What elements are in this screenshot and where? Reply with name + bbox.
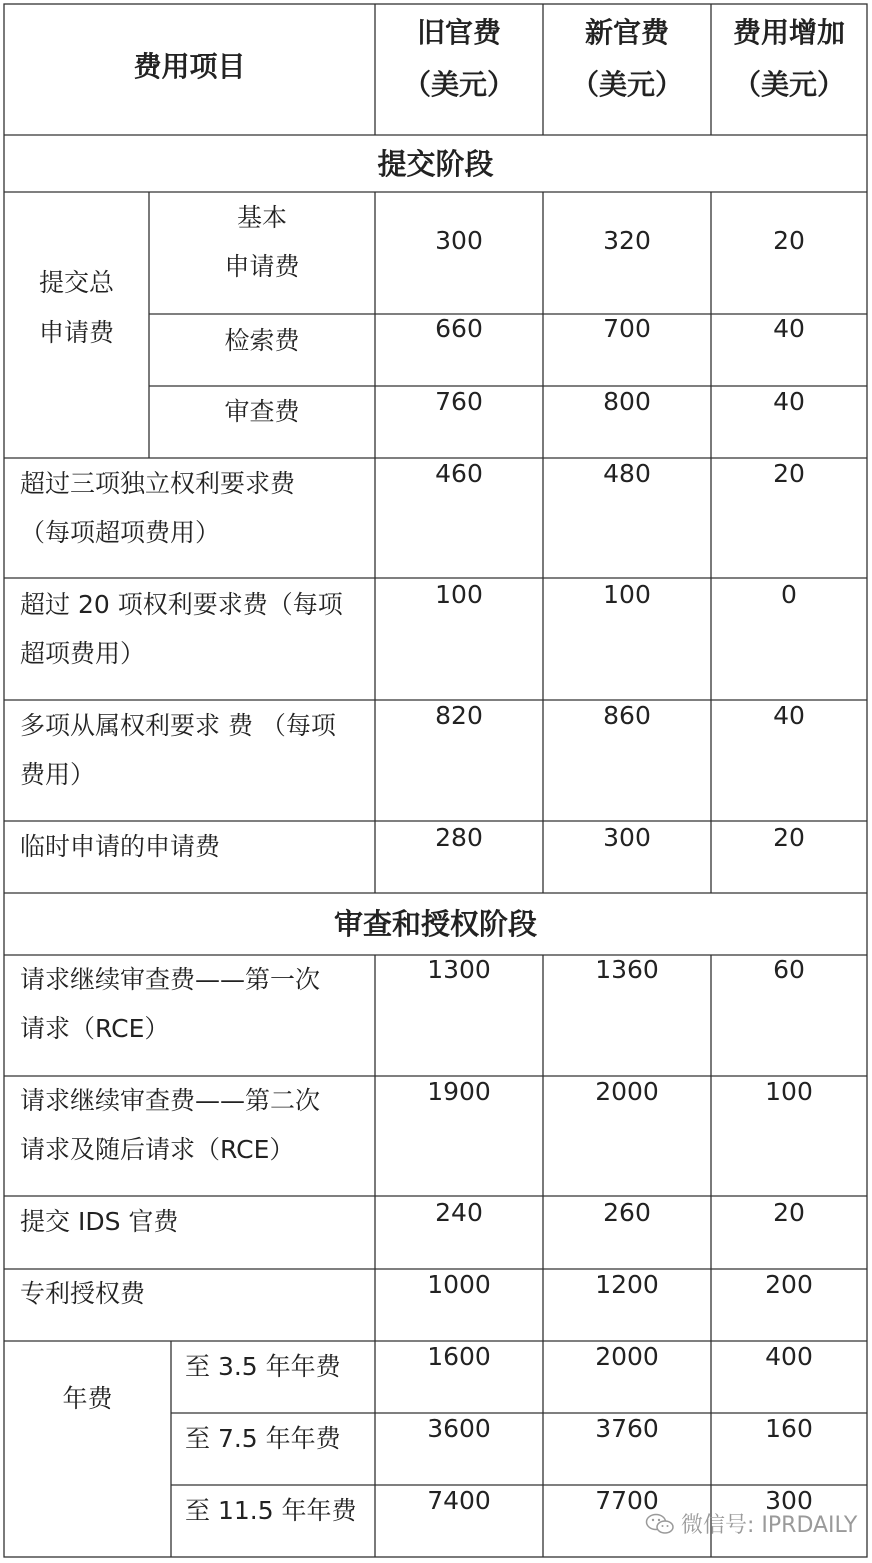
row-claims20-old: 100 [435,580,483,609]
row-m115-old: 7400 [427,1486,491,1515]
row-issue-label: 专利授权费 [20,1279,146,1308]
row-ids-inc: 20 [773,1198,805,1227]
row-ids-old: 240 [435,1198,483,1227]
section-exam: 审查和授权阶段 [333,907,537,941]
header-new-line2: （美元） [570,68,683,101]
row-basic-label-line1: 基本 [236,203,287,232]
row-m35-new: 2000 [595,1342,659,1371]
wechat-icon [645,1513,675,1535]
group-filing-total-line1: 提交总 [38,268,114,297]
row-rce2-label-line2: 请求及随后请求（RCE） [20,1135,295,1164]
row-m115-inc: 300 [765,1486,813,1515]
row-multi-dep-new: 860 [603,701,651,730]
row-ids-new: 260 [603,1198,651,1227]
row-examination-inc: 40 [773,387,805,416]
row-rce2-new: 2000 [595,1077,659,1106]
group-annual: 年费 [62,1384,113,1413]
header-increase-line2: （美元） [732,68,845,101]
row-m75-inc: 160 [765,1414,813,1443]
watermark [645,1508,857,1539]
header-item: 费用项目 [133,50,246,83]
row-ids-label: 提交 IDS 官费 [20,1207,179,1236]
group-filing-total-line2: 申请费 [38,318,114,347]
row-m75-old: 3600 [427,1414,491,1443]
row-multi-dep-label-line1: 多项从属权利要求 费 （每项 [20,711,336,740]
row-examination-old: 760 [435,387,483,416]
row-claims20-label-line1: 超过 20 项权利要求费（每项 [20,590,343,619]
row-indep-claims-old: 460 [435,459,483,488]
row-provisional-new: 300 [603,823,651,852]
row-rce2-old: 1900 [427,1077,491,1106]
row-issue-inc: 200 [765,1270,813,1299]
row-m115-new: 7700 [595,1486,659,1515]
row-indep-claims-label-line1: 超过三项独立权利要求费 [20,469,296,498]
row-search-label: 检索费 [224,326,300,355]
row-examination-label: 审查费 [224,397,300,426]
row-basic-inc: 20 [773,226,805,255]
row-claims20-label-line2: 超项费用） [20,639,146,668]
row-multi-dep-inc: 40 [773,701,805,730]
row-rce1-new: 1360 [595,955,659,984]
row-search-inc: 40 [773,314,805,343]
header-old-line2: （美元） [402,68,515,101]
row-search-new: 700 [603,314,651,343]
row-issue-old: 1000 [427,1270,491,1299]
header-new-line1: 新官费 [584,16,669,49]
row-multi-dep-label-line2: 费用） [20,760,96,789]
row-rce2-label-line1: 请求继续审查费——第二次 [20,1086,321,1115]
row-basic-label-line2: 申请费 [224,252,300,281]
row-indep-claims-label-line2: （每项超项费用） [20,518,221,547]
row-provisional-label: 临时申请的申请费 [20,832,221,861]
row-rce1-label-line1: 请求继续审查费——第一次 [20,965,321,994]
row-rce1-label-line2: 请求（RCE） [20,1014,170,1043]
header-increase-line1: 费用增加 [732,16,845,49]
watermark-text: 微信号: IPRDAILY [681,1513,858,1538]
row-basic-new: 320 [603,226,651,255]
row-m35-inc: 400 [765,1342,813,1371]
section-filing: 提交阶段 [377,147,494,181]
row-provisional-inc: 20 [773,823,805,852]
row-claims20-new: 100 [603,580,651,609]
row-m35-old: 1600 [427,1342,491,1371]
row-m35-label: 至 3.5 年年费 [185,1352,341,1381]
row-provisional-old: 280 [435,823,483,852]
header-old-line1: 旧官费 [416,16,501,49]
row-search-old: 660 [435,314,483,343]
row-rce1-inc: 60 [773,955,805,984]
row-m115-label: 至 11.5 年年费 [185,1496,357,1525]
row-m75-label: 至 7.5 年年费 [185,1424,341,1453]
row-rce2-inc: 100 [765,1077,813,1106]
row-indep-claims-new: 480 [603,459,651,488]
row-issue-new: 1200 [595,1270,659,1299]
row-claims20-inc: 0 [781,580,797,609]
row-m75-new: 3760 [595,1414,659,1443]
row-basic-old: 300 [435,226,483,255]
row-rce1-old: 1300 [427,955,491,984]
row-multi-dep-old: 820 [435,701,483,730]
row-examination-new: 800 [603,387,651,416]
row-indep-claims-inc: 20 [773,459,805,488]
